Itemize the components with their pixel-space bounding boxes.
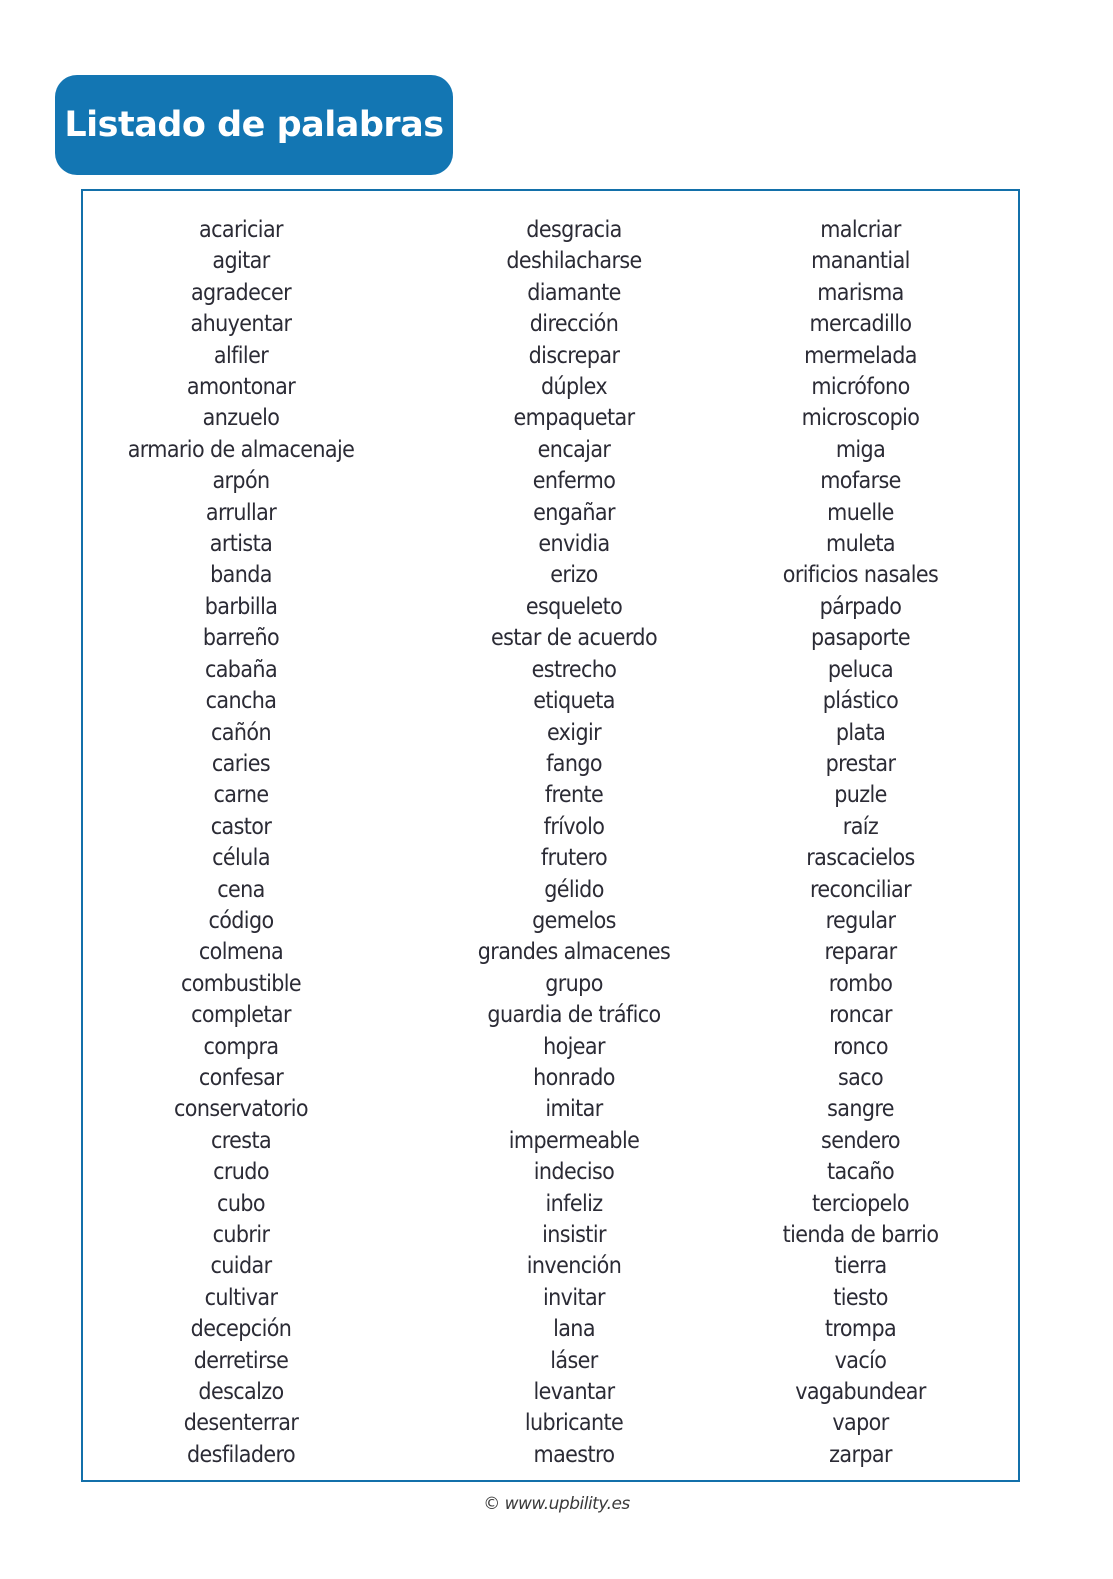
word-item: grupo [545,970,603,997]
word-item: rascacielos [806,845,915,872]
word-item: invitar [543,1284,605,1311]
word-item: cubrir [212,1222,270,1248]
word-item: compra [203,1033,279,1060]
word-item: vapor [832,1410,889,1437]
copyright-footer: © www.upbility.es [483,1494,630,1514]
word-item: deshilacharse [506,248,642,275]
word-item: tiesto [833,1284,888,1311]
word-item: rombo [828,970,893,997]
word-item: muelle [827,499,894,526]
word-item: cabaña [204,656,278,683]
word-item: anzuelo [202,405,280,432]
word-item: plata [835,719,886,746]
word-item: levantar [533,1379,615,1406]
word-item: ronco [833,1033,888,1060]
word-item: ahuyentar [190,311,292,338]
word-item: estrecho [531,656,617,683]
word-item: cultivar [204,1284,278,1311]
word-item: barbilla [204,593,278,620]
word-item: mercadillo [809,311,912,338]
word-item: código [208,907,274,934]
word-item: roncar [829,1002,892,1029]
word-item: raíz [842,813,879,840]
word-item: cena [217,876,265,903]
word-item: empaquetar [513,405,635,432]
word-item: agradecer [190,279,292,306]
word-column-3 [745,215,976,1471]
word-item: cubo [217,1190,265,1217]
word-item: frutero [540,845,608,872]
word-item: vagabundear [795,1379,926,1406]
word-item: arrullar [205,499,277,526]
word-item: agitar [212,248,270,275]
word-item: muleta [826,531,895,558]
word-item: decepción [190,1316,292,1343]
word-item: cuidar [210,1253,272,1280]
word-item: regular [825,907,896,934]
word-item: exigir [546,719,602,746]
word-item: gemelos [532,907,616,934]
word-item: castor [210,813,272,840]
word-item: carne [213,782,269,809]
word-item: lubricante [524,1410,624,1437]
word-item: vacío [834,1347,887,1374]
word-item: maestro [533,1441,615,1468]
word-item: desfiladero [186,1441,296,1468]
word-item: completar [191,1002,291,1029]
word-item: reparar [824,939,897,966]
word-item: frívolo [543,813,605,840]
word-item: encajar [537,436,611,463]
word-column-2 [418,215,730,1471]
word-item: tienda de barrio [782,1222,939,1248]
word-item: impermeable [508,1127,640,1154]
word-item: mofarse [820,468,901,495]
word-item: insistir [542,1222,606,1248]
word-item: discrepar [528,342,620,369]
word-item: derretirse [193,1347,289,1374]
word-item: frente [544,782,604,809]
word-item: guardia de tráfico [487,1002,661,1029]
word-item: micrófono [811,374,910,401]
word-item: armario de almacenaje [127,436,355,463]
word-item: confesar [198,1064,284,1091]
word-item: tierra [834,1253,887,1280]
word-item: dúplex [540,374,608,401]
word-item: miga [835,436,886,463]
word-list-box [81,189,1020,1482]
word-item: arpón [212,468,270,495]
word-item: sendero [821,1127,900,1154]
word-item: conservatorio [174,1096,308,1123]
word-item: artista [209,531,273,558]
page-title: Listado de palabras [64,105,444,145]
word-item: grandes almacenes [477,939,671,966]
word-item: banda [210,562,272,589]
word-item: terciopelo [812,1190,909,1217]
word-column-1 [83,215,399,1471]
word-item: gélido [544,876,604,903]
word-item: cañón [211,719,271,746]
word-item: engañar [533,499,615,526]
title-banner [55,75,453,175]
word-item: crudo [213,1159,269,1186]
word-item: colmena [198,939,284,966]
word-item: reconciliar [809,876,912,903]
word-item: desgracia [526,217,622,243]
word-item: orificios nasales [782,562,939,589]
word-item: puzle [834,782,887,809]
word-item: etiqueta [533,688,615,715]
word-item: barreño [202,625,280,652]
word-item: malcriar [820,217,901,243]
word-item: manantial [811,248,910,275]
word-item: amontonar [186,374,296,401]
word-item: alfiler [213,342,269,369]
word-item: combustible [180,970,302,997]
word-item: invención [526,1253,622,1280]
word-item: estar de acuerdo [490,625,658,652]
word-item: prestar [825,750,896,777]
word-item: cresta [210,1127,272,1154]
word-item: honrado [533,1064,615,1091]
word-item: hojear [543,1033,605,1060]
word-item: fango [546,750,602,777]
word-item: marisma [817,279,904,306]
word-item: desenterrar [183,1410,299,1437]
word-item: láser [550,1347,598,1374]
word-item: imitar [545,1096,603,1123]
word-item: pasaporte [810,625,911,652]
word-item: trompa [824,1316,897,1343]
word-item: cancha [205,688,277,715]
word-item: tacaño [826,1159,895,1186]
word-item: plástico [822,688,899,715]
word-item: lana [553,1316,595,1343]
word-item: descalzo [198,1379,284,1406]
word-item: acariciar [199,217,283,243]
word-item: caries [211,750,271,777]
word-item: erizo [550,562,598,589]
word-item: envidia [538,531,610,558]
word-item: enfermo [532,468,616,495]
word-item: célula [212,845,270,872]
word-item: infeliz [545,1190,603,1217]
word-item: peluca [827,656,894,683]
word-item: saco [837,1064,884,1091]
word-item: indeciso [533,1159,615,1186]
word-item: microscopio [801,405,920,432]
word-item: esqueleto [525,593,623,620]
word-item: dirección [529,311,619,338]
word-item: párpado [819,593,902,620]
word-item: diamante [527,279,621,306]
word-item: zarpar [829,1441,892,1468]
word-item: sangre [827,1096,894,1123]
word-item: mermelada [804,342,917,369]
